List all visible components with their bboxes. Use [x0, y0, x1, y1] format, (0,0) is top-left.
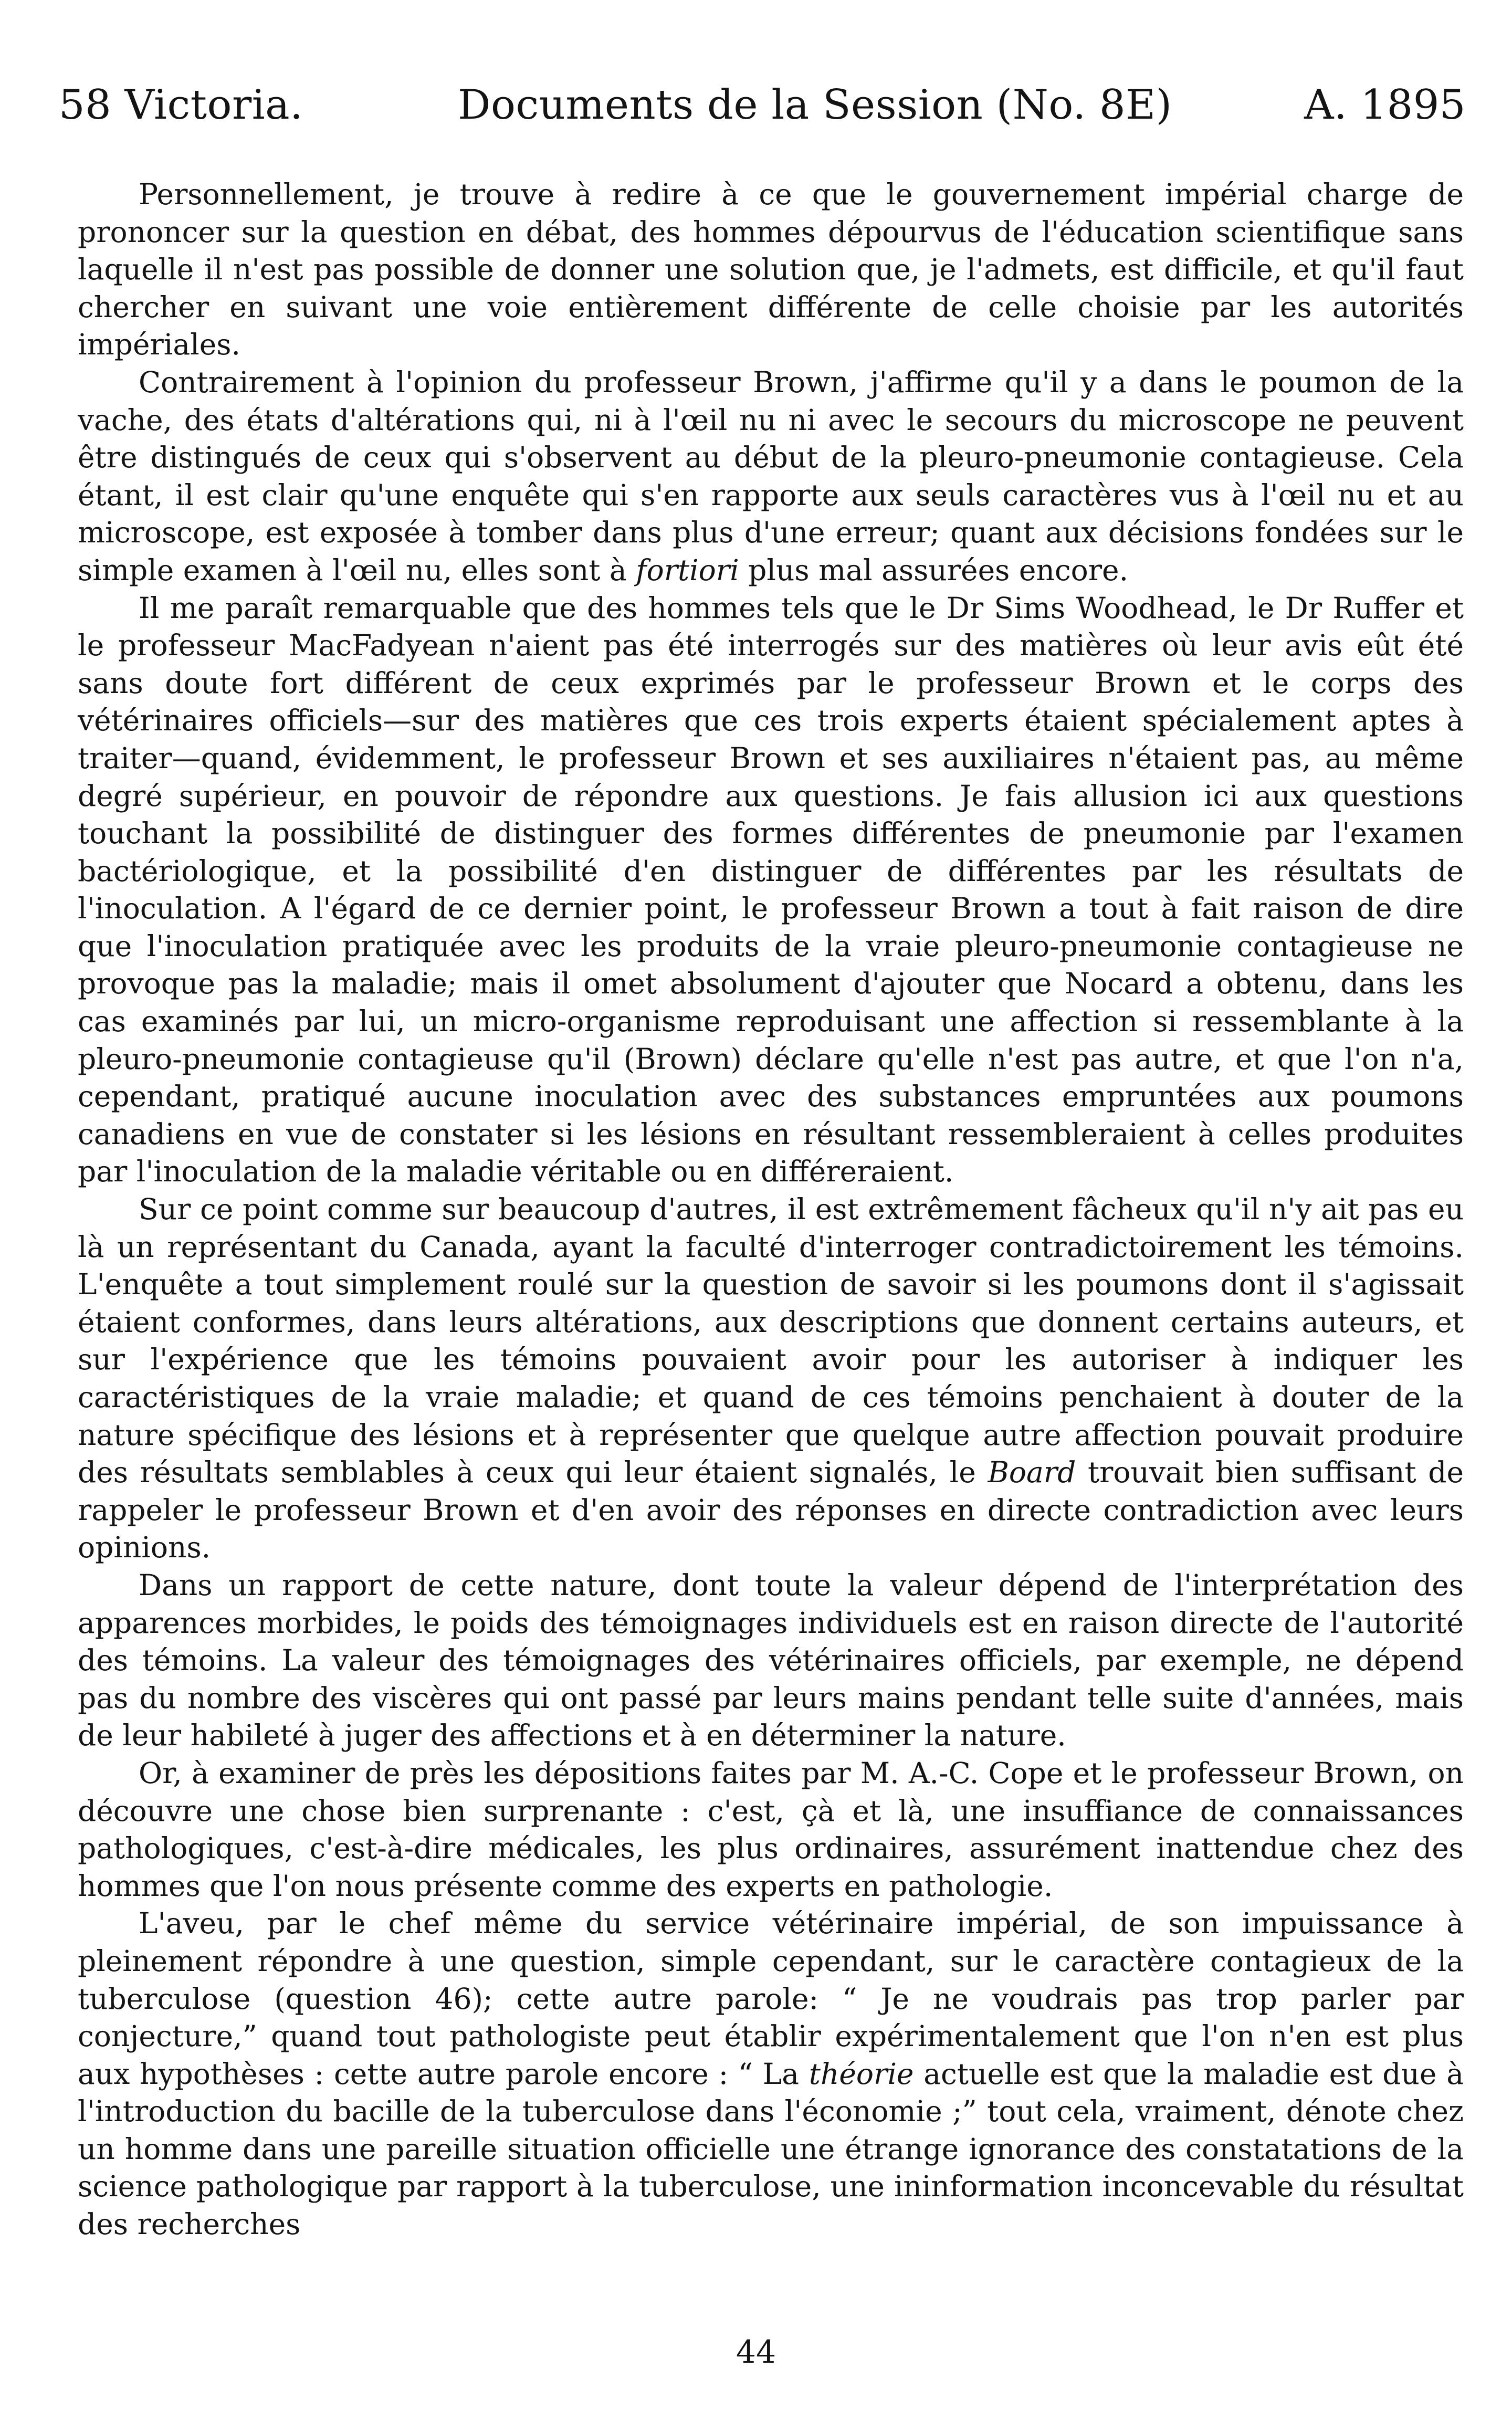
paragraph-3 [78, 590, 1464, 1191]
paragraph-6 [78, 1755, 1464, 1905]
paragraph-5 [78, 1567, 1464, 1755]
body-text [78, 176, 1464, 2244]
paragraph-2-text-b: plus mal assurées encore. [748, 553, 1129, 587]
paragraph-6-text: Or, à examiner de près les dépositions faites par M. A.-C. Cope et le professeur Brown, on découvre une chose bien surprenante : c'est, çà et là, une insuffiance de connaissances pathologiques, c'est-à-dire médicales, les plus ordinaires, assurément inattendue chez des hommes que l'on nous présente comme des experts en pathologie. [78, 1756, 1464, 1903]
paragraph-5-text: Dans un rapport de cette nature, dont toute la valeur dépend de l'interprétation des apparences morbides, le poids des témoignages individuels est en raison directe de l'autorité des témoins. La valeur des témoignages des vétérinaires officiels, par exemple, ne dépend pas du nombre des viscères qui ont passé par leurs mains pendant telle suite d'années, mais de leur habileté à juger des affections et à en déterminer la nature. [78, 1568, 1464, 1753]
paragraph-2 [78, 364, 1464, 590]
paragraph-1 [78, 176, 1464, 364]
paragraph-3-text: Il me paraît remarquable que des hommes tels que le Dr Sims Woodhead, le Dr Ruffer et le professeur MacFadyean n'aient pas été interrogés sur des matières où leur avis eût été sans doute fort différent de ceux exprimés par le professeur Brown et le corps des vétérinaires officiels—sur des matières que ces trois experts étaient spécialement aptes à traiter—quand, évidemment, le professeur Brown et ses auxiliaires n'étaient pas, au même degré supérieur, en pouvoir de répondre aux questions. Je fais allusion ici aux questions touchant la possibilité de distinguer des formes différentes de pneumonie par l'examen bactériologique, et la possibilité d'en distinguer de différentes par les résultats de l'inoculation. A l'égard de ce dernier point, le professeur Brown a tout à fait raison de dire que l'inoculation pratiquée avec les produits de la vraie pleuro-pneumonie contagieuse ne provoque pas la maladie; mais il omet absolument d'ajouter que Nocard a obtenu, dans les cas examinés par lui, un micro-organisme reproduisant une affection si ressemblante à la pleuro-pneumonie contagieuse qu'il (Brown) déclare qu'elle n'est pas autre, et que l'on n'a, cependant, pratiqué aucune inoculation avec des substances empruntées aux poumons canadiens en vue de constater si les lésions en résultant ressembleraient à celles produites par l'inoculation de la maladie véritable ou en différeraient. [78, 591, 1464, 1189]
paragraph-4-text-b: trouvait bien suffisant de rappeler le professeur Brown et d'en avoir des réponses en directe contradiction avec leurs opinions. [78, 1455, 1464, 1565]
paragraph-4-italic: Board [988, 1455, 1076, 1490]
header-volume: 58 Victoria. [59, 81, 303, 129]
header-title: Documents de la Session (No. 8E) [458, 81, 1172, 129]
running-header [59, 74, 1466, 137]
header-year: A. 1895 [1304, 81, 1466, 129]
paragraph-4 [78, 1191, 1464, 1567]
paragraph-1-text: Personnellement, je trouve à redire à ce que le gouvernement impérial charge de prononcer sur la question en débat, des hommes dépourvus de l'éducation scientifique sans laquelle il n'est pas possible de donner une solution que, je l'admets, est difficile, et qu'il faut chercher en suivant une voie entièrement différente de celle choisie par les autorités impériales. [78, 177, 1464, 362]
paragraph-7 [78, 1905, 1464, 2243]
paragraph-4-text-a: Sur ce point comme sur beaucoup d'autres, il est extrêmement fâcheux qu'il n'y ait pas eu là un représentant du Canada, ayant la faculté d'interroger contradictoirement les témoins. L'enquête a tout simplement roulé sur la question de savoir si les poumons dont il s'agissait étaient conformes, dans leurs altérations, aux descriptions que donnent certains auteurs, et sur l'expérience que les témoins pouvaient avoir pour les autoriser à indiquer les caractéristiques de la vraie maladie; et quand de ces témoins penchaient à douter de la nature spécifique des lésions et à représenter que quelque autre affection pouvait produire des résultats semblables à ceux qui leur étaient signalés, le [78, 1192, 1464, 1490]
paragraph-2-text-a: Contrairement à l'opinion du professeur Brown, j'affirme qu'il y a dans le poumon de la vache, des états d'altérations qui, ni à l'œil nu ni avec le secours du microscope ne peuvent être distingués de ceux qui s'observent au début de la pleuro-pneumonie contagieuse. Cela étant, il est clair qu'une enquête qui s'en rapporte aux seuls caractères vus à l'œil nu et au microscope, est exposée à tomber dans plus d'une erreur; quant aux décisions fondées sur le simple examen à l'œil nu, elles sont à [78, 365, 1464, 587]
paragraph-2-italic: fortiori [636, 553, 739, 587]
paragraph-7-text-b: actuelle est que la maladie est due à l'introduction du bacille de la tuberculose dans l'économie ;” tout cela, vraiment, dénote chez un homme dans une pareille situation officielle une étrange ignorance des constatations de la science pathologique par rapport à la tuberculose, une ininformation inconcevable du résultat des recherches [78, 2057, 1464, 2241]
page-number: 44 [736, 2334, 776, 2371]
paragraph-7-text-a: L'aveu, par le chef même du service vétérinaire impérial, de son impuissance à pleinement répondre à une question, simple cependant, sur le caractère contagieux de la tuberculose (question 46); cette autre parole: “ Je ne voudrais pas trop parler par conjecture,” quand tout pathologiste peut établir expérimentalement que l'on n'en est plus aux hypothèses : cette autre parole encore : “ La [78, 1906, 1464, 2091]
paragraph-7-italic: théorie [808, 2057, 914, 2091]
